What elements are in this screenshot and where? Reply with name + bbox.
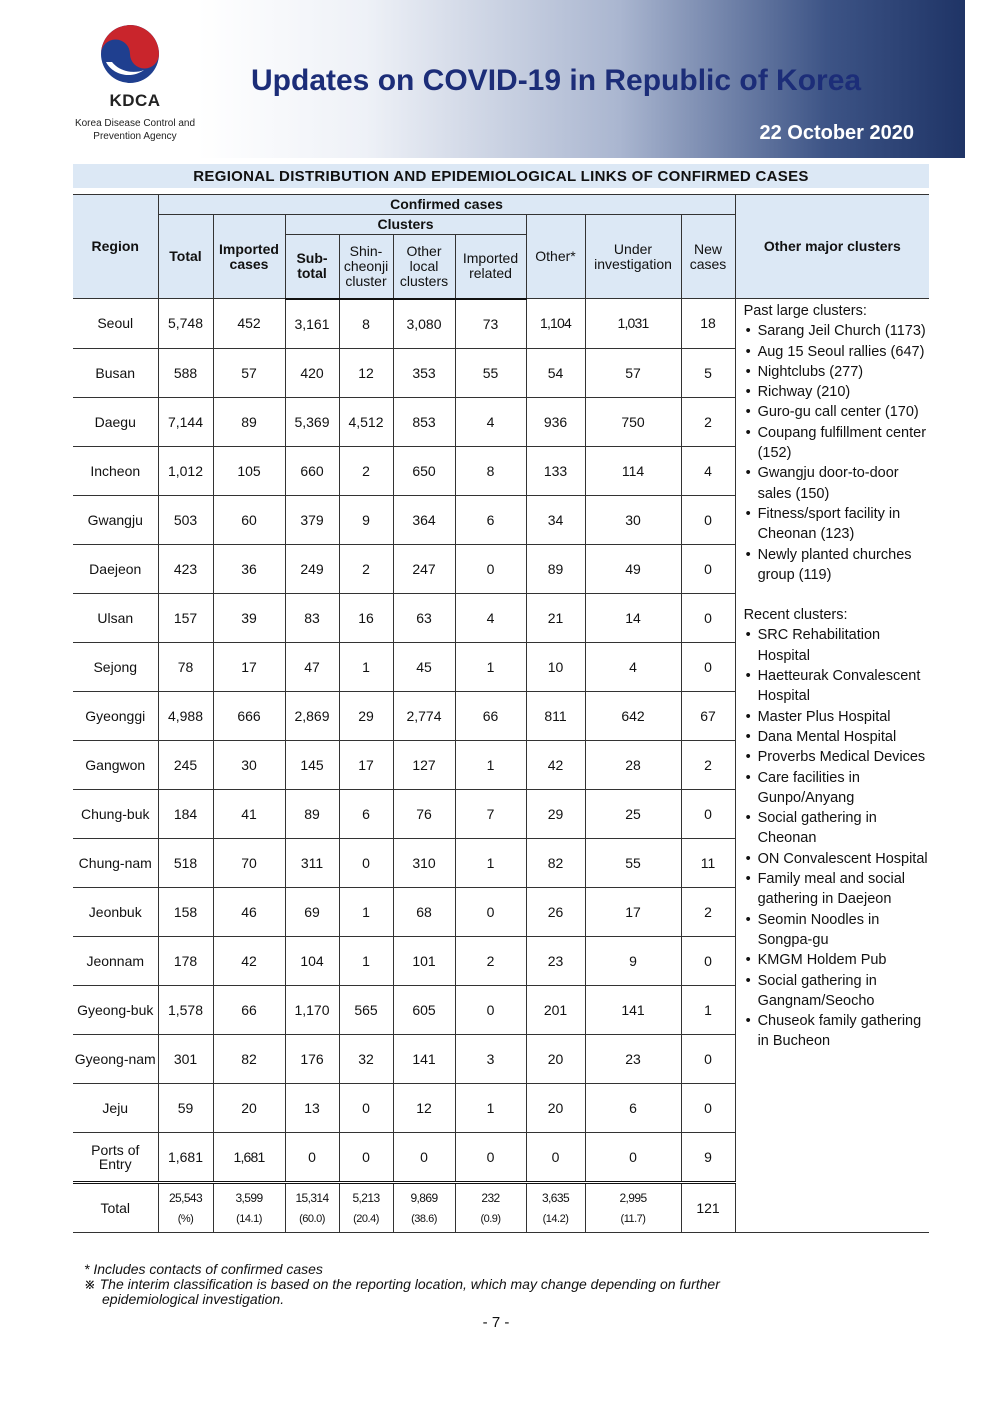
list-item: • SRC Rehabilitation Hospital [744,625,930,666]
cell-shincheonji: 0 [339,1132,393,1182]
total-percent: (38.6) [411,1212,437,1225]
cell-other: 936 [526,397,585,446]
cell-under-investigation: 14 [585,593,681,642]
header-confirmed-cases: Confirmed cases [158,195,735,215]
cell-new-cases: 2 [681,397,735,446]
cell-total: 423 [158,544,213,593]
row-region: Jeonnam [73,936,158,985]
row-region: Incheon [73,446,158,495]
cell-shincheonji: 9 [339,495,393,544]
cell-total: 59 [158,1083,213,1132]
cell-new-cases: 2 [681,887,735,936]
cell-imported: 66 [213,985,285,1034]
cell-other: 82 [526,838,585,887]
total-value: 2,995 [619,1190,647,1205]
row-region: Busan [73,348,158,397]
section-title: REGIONAL DISTRIBUTION AND EPIDEMIOLOGICAL LINKS OF CONFIRMED CASES [73,164,929,188]
cell-shincheonji: 6 [339,789,393,838]
cell-new-cases: 0 [681,642,735,691]
total-other [526,1182,585,1232]
cell-new-cases: 0 [681,544,735,593]
logo-name-line1: Korea Disease Control and [74,118,196,129]
row-region: Gangwon [73,740,158,789]
cell-under-investigation: 17 [585,887,681,936]
cell-total: 301 [158,1034,213,1083]
cell-subtotal: 83 [285,593,339,642]
cell-other: 201 [526,985,585,1034]
cell-under-investigation: 30 [585,495,681,544]
total-value: 5,213 [352,1190,380,1205]
cell-imported-related: 66 [455,691,526,740]
row-region: Jeonbuk [73,887,158,936]
list-item: • Master Plus Hospital [744,707,930,727]
cell-other-local: 310 [393,838,455,887]
cell-imported: 39 [213,593,285,642]
cell-imported-related: 4 [455,397,526,446]
cell-other: 34 [526,495,585,544]
list-item: • Dana Mental Hospital [744,727,930,747]
cell-imported-related: 1 [455,838,526,887]
cell-other-local: 364 [393,495,455,544]
table-body [73,299,929,1233]
cell-total: 503 [158,495,213,544]
cell-new-cases: 18 [681,299,735,349]
cell-shincheonji: 8 [339,299,393,349]
list-item: • KMGM Holdem Pub [744,950,930,970]
cell-subtotal: 2,869 [285,691,339,740]
cell-total: 158 [158,887,213,936]
cell-under-investigation: 49 [585,544,681,593]
header-new-cases: New cases [681,215,735,299]
cell-subtotal: 145 [285,740,339,789]
header-shincheonji-cluster: Shin-cheonji cluster [339,235,393,299]
cell-imported: 41 [213,789,285,838]
row-region: Gyeonggi [73,691,158,740]
cell-new-cases: 0 [681,1083,735,1132]
cell-shincheonji: 2 [339,544,393,593]
total-percent: (0.9) [480,1212,501,1225]
cell-under-investigation: 57 [585,348,681,397]
cell-other-local: 63 [393,593,455,642]
cell-other: 1,104 [526,299,585,349]
cell-new-cases: 5 [681,348,735,397]
total-total [158,1182,213,1232]
row-region: Chung-buk [73,789,158,838]
total-value: 3,599 [235,1190,263,1205]
cell-other: 29 [526,789,585,838]
cell-other: 54 [526,348,585,397]
cell-new-cases: 67 [681,691,735,740]
cell-other-local: 247 [393,544,455,593]
recent-clusters-list [744,625,930,1051]
cell-imported: 30 [213,740,285,789]
total-imported [213,1182,285,1232]
cell-imported: 20 [213,1083,285,1132]
header-subtotal: Sub-total [285,235,339,299]
cell-imported-related: 0 [455,1132,526,1182]
cell-under-investigation: 141 [585,985,681,1034]
cell-subtotal: 311 [285,838,339,887]
cell-total: 4,988 [158,691,213,740]
row-region: Gyeong-buk [73,985,158,1034]
header-other-major-clusters: Other major clusters [735,195,929,299]
total-percent: (14.1) [236,1212,262,1225]
cell-subtotal: 249 [285,544,339,593]
cell-imported-related: 0 [455,887,526,936]
cell-shincheonji: 17 [339,740,393,789]
footnote-contacts: * Includes contacts of confirmed cases [84,1261,323,1277]
list-item: • Social gathering in Cheonan [744,808,930,849]
cell-imported: 36 [213,544,285,593]
cell-under-investigation: 1,031 [585,299,681,349]
cell-imported: 1,681 [213,1132,285,1182]
footnote-classification-line1: ※ The interim classification is based on the reporting location, which may change depending on further [84,1276,720,1292]
total-under-investigation [585,1182,681,1232]
list-item: • Coupang fulfillment center (152) [744,423,930,464]
cell-other: 0 [526,1132,585,1182]
cell-other-local: 353 [393,348,455,397]
cell-other-local: 12 [393,1083,455,1132]
cell-total: 7,144 [158,397,213,446]
footnote-classification-line2: epidemiological investigation. [102,1291,285,1307]
cell-shincheonji: 4,512 [339,397,393,446]
cell-other-local: 45 [393,642,455,691]
row-region: Ulsan [73,593,158,642]
list-item: • Guro-gu call center (170) [744,402,930,422]
cell-new-cases: 0 [681,1034,735,1083]
cell-imported: 452 [213,299,285,349]
cell-new-cases: 1 [681,985,735,1034]
cell-total: 1,578 [158,985,213,1034]
total-label: Total [73,1182,158,1232]
list-item: • Sarang Jeil Church (1173) [744,321,930,341]
kdca-emblem-icon [100,24,160,84]
list-item: • Fitness/sport facility in Cheonan (123) [744,504,930,545]
row-region: Jeju [73,1083,158,1132]
kdca-logo [60,18,210,148]
cell-subtotal: 5,369 [285,397,339,446]
cell-imported-related: 55 [455,348,526,397]
cell-other-local: 76 [393,789,455,838]
total-percent: (20.4) [353,1212,379,1225]
cell-imported-related: 1 [455,1083,526,1132]
recent-clusters-heading: Recent clusters: [743,607,848,624]
cell-imported: 46 [213,887,285,936]
regional-distribution-table [73,194,929,1233]
other-major-clusters-list [735,299,929,1233]
total-new-cases: 121 [681,1182,735,1232]
cell-other: 21 [526,593,585,642]
list-item: • Newly planted churches group (119) [744,545,930,586]
cell-subtotal: 3,161 [285,299,339,349]
cell-other: 811 [526,691,585,740]
cell-shincheonji: 12 [339,348,393,397]
footnotes [84,1262,720,1307]
cell-other-local: 2,774 [393,691,455,740]
cell-under-investigation: 28 [585,740,681,789]
cell-imported-related: 1 [455,642,526,691]
cell-subtotal: 1,170 [285,985,339,1034]
total-percent: (60.0) [299,1212,325,1225]
cell-imported: 17 [213,642,285,691]
cell-imported-related: 8 [455,446,526,495]
list-item: • Nightclubs (277) [744,362,930,382]
total-percent: (14.2) [542,1212,569,1225]
total-percent: (11.7) [620,1212,646,1225]
cell-imported: 60 [213,495,285,544]
cell-shincheonji: 1 [339,936,393,985]
cell-shincheonji: 16 [339,593,393,642]
cell-imported-related: 6 [455,495,526,544]
cell-imported-related: 73 [455,299,526,349]
cell-imported: 42 [213,936,285,985]
page-title: Updates on COVID-19 in Republic of Korea [251,64,862,97]
list-item: • Social gathering in Gangnam/Seocho [744,971,930,1012]
cell-other-local: 0 [393,1132,455,1182]
cell-other-local: 650 [393,446,455,495]
cell-total: 5,748 [158,299,213,349]
row-region: Sejong [73,642,158,691]
cell-shincheonji: 1 [339,887,393,936]
cell-under-investigation: 642 [585,691,681,740]
cell-other: 23 [526,936,585,985]
cell-imported-related: 7 [455,789,526,838]
total-value: 15,314 [295,1190,329,1205]
cell-subtotal: 0 [285,1132,339,1182]
cell-new-cases: 4 [681,446,735,495]
cell-new-cases: 11 [681,838,735,887]
header-total: Total [158,215,213,299]
total-other-local [393,1182,455,1232]
cell-imported-related: 2 [455,936,526,985]
row-region: Chung-nam [73,838,158,887]
header-region: Region [73,195,158,299]
cell-subtotal: 47 [285,642,339,691]
cell-shincheonji: 565 [339,985,393,1034]
cell-imported-related: 4 [455,593,526,642]
list-item: • ON Convalescent Hospital [744,849,930,869]
cell-subtotal: 379 [285,495,339,544]
cell-imported-related: 1 [455,740,526,789]
header-imported-cases: Imported cases [213,215,285,299]
header-imported-related: Imported related [455,235,526,299]
cell-shincheonji: 0 [339,1083,393,1132]
logo-abbr: KDCA [109,91,161,110]
cell-shincheonji: 29 [339,691,393,740]
list-item: • Gwangju door-to-door sales (150) [744,463,930,504]
cell-imported-related: 0 [455,544,526,593]
cell-total: 245 [158,740,213,789]
cell-other: 42 [526,740,585,789]
cell-imported: 82 [213,1034,285,1083]
total-shincheonji [339,1182,393,1232]
cell-imported-related: 3 [455,1034,526,1083]
cell-imported: 89 [213,397,285,446]
row-region: Gwangju [73,495,158,544]
cell-other-local: 68 [393,887,455,936]
cell-new-cases: 2 [681,740,735,789]
cell-total: 1,012 [158,446,213,495]
cell-under-investigation: 55 [585,838,681,887]
cell-under-investigation: 750 [585,397,681,446]
list-item: • Chuseok family gathering in Bucheon [744,1011,930,1052]
list-item: • Richway (210) [744,382,930,402]
row-region: Daejeon [73,544,158,593]
total-imported-related [455,1182,526,1232]
cell-other: 20 [526,1083,585,1132]
cell-subtotal: 176 [285,1034,339,1083]
cell-imported: 105 [213,446,285,495]
list-item: • Care facilities in Gunpo/Anyang [744,768,930,809]
cell-other-local: 605 [393,985,455,1034]
total-subtotal [285,1182,339,1232]
cell-total: 178 [158,936,213,985]
header-other: Other* [526,215,585,299]
cell-other-local: 3,080 [393,299,455,349]
header-other-local-clusters: Other local clusters [393,235,455,299]
header-under-investigation: Under investigation [585,215,681,299]
logo-agency-name [60,117,210,143]
cell-imported-related: 0 [455,985,526,1034]
cell-other: 89 [526,544,585,593]
cell-subtotal: 69 [285,887,339,936]
cell-other: 26 [526,887,585,936]
cell-other-local: 127 [393,740,455,789]
total-percent: (%) [177,1212,194,1225]
cell-total: 518 [158,838,213,887]
cell-new-cases: 0 [681,593,735,642]
row-region: Ports of Entry [73,1132,158,1182]
cell-imported: 666 [213,691,285,740]
cell-other-local: 141 [393,1034,455,1083]
cell-imported: 70 [213,838,285,887]
cell-under-investigation: 0 [585,1132,681,1182]
list-item: • Proverbs Medical Devices [744,747,930,767]
total-value: 25,543 [168,1190,203,1205]
cell-imported: 57 [213,348,285,397]
cell-shincheonji: 1 [339,642,393,691]
cell-new-cases: 0 [681,789,735,838]
cell-under-investigation: 25 [585,789,681,838]
cell-subtotal: 13 [285,1083,339,1132]
cell-new-cases: 9 [681,1132,735,1182]
cell-under-investigation: 9 [585,936,681,985]
logo-name-line2: Prevention Agency [93,131,177,142]
page-number: - 7 - [482,1314,510,1331]
cell-subtotal: 89 [285,789,339,838]
past-clusters-heading: Past large clusters: [743,303,867,319]
cell-shincheonji: 0 [339,838,393,887]
total-value: 9,869 [410,1190,438,1205]
list-item: • Aug 15 Seoul rallies (647) [744,342,930,362]
total-value: 232 [481,1190,500,1205]
cell-total: 1,681 [158,1132,213,1182]
cell-under-investigation: 6 [585,1083,681,1132]
cell-other-local: 101 [393,936,455,985]
list-item: • Seomin Noodles in Songpa-gu [744,910,930,951]
header-clusters: Clusters [285,215,526,235]
cell-subtotal: 660 [285,446,339,495]
past-clusters-list [744,321,930,585]
cell-other: 10 [526,642,585,691]
table-row [73,299,929,349]
row-region: Gyeong-nam [73,1034,158,1083]
report-date: 22 October 2020 [759,122,914,144]
cell-total: 588 [158,348,213,397]
cell-subtotal: 420 [285,348,339,397]
cell-subtotal: 104 [285,936,339,985]
cell-other-local: 853 [393,397,455,446]
cell-other: 133 [526,446,585,495]
cell-shincheonji: 2 [339,446,393,495]
cell-under-investigation: 23 [585,1034,681,1083]
cell-under-investigation: 4 [585,642,681,691]
row-region: Seoul [73,299,158,349]
cell-other: 20 [526,1034,585,1083]
list-item: • Haetteurak Convalescent Hospital [744,666,930,707]
list-item: • Family meal and social gathering in Daejeon [744,869,930,910]
cell-total: 157 [158,593,213,642]
cell-under-investigation: 114 [585,446,681,495]
cell-new-cases: 0 [681,936,735,985]
cell-total: 78 [158,642,213,691]
total-value: 3,635 [541,1190,570,1205]
cell-new-cases: 0 [681,495,735,544]
row-region: Daegu [73,397,158,446]
cell-total: 184 [158,789,213,838]
cell-shincheonji: 32 [339,1034,393,1083]
